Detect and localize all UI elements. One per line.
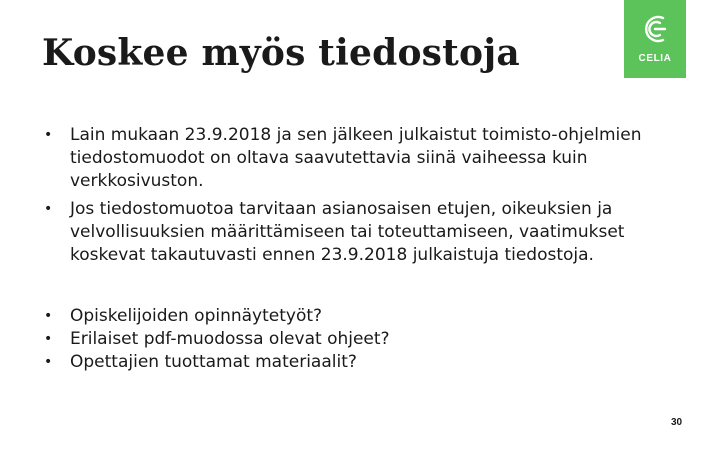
bullet-text: Opettajien tuottamat materiaalit? — [70, 352, 357, 372]
bullet-dot-icon: • — [44, 308, 53, 324]
celia-logo-icon — [641, 14, 669, 44]
bullet-text: Jos tiedostomuotoa tarvitaan asianosaisen etujen, oikeuksien ja velvollisuuksien määrittämiseen tai toteuttamiseen, vaatimukset koskevat takautuvasti ennen 23.9.2018 julkaistuja tiedostoja. — [70, 199, 625, 265]
bullet-list-questions — [44, 305, 664, 374]
bullet-item — [44, 328, 664, 351]
logo-text: CELIA — [638, 53, 672, 64]
celia-logo — [624, 0, 686, 78]
bullet-list-primary — [44, 124, 664, 272]
bullet-text: Lain mukaan 23.9.2018 ja sen jälkeen julkaistut toimisto-ohjelmien tiedostomuodot on oltava saavutettavia siinä vaiheessa kuin verkkosivuston. — [70, 125, 642, 191]
bullet-item — [44, 198, 664, 267]
bullet-dot-icon: • — [44, 201, 53, 217]
slide-title: Koskee myös tiedostoja — [42, 32, 520, 74]
bullet-item — [44, 351, 664, 374]
page-number: 30 — [671, 417, 683, 428]
bullet-item — [44, 124, 664, 193]
bullet-text: Opiskelijoiden opinnäytetyöt? — [70, 306, 323, 326]
bullet-item — [44, 305, 664, 328]
bullet-dot-icon: • — [44, 331, 53, 347]
bullet-dot-icon: • — [44, 127, 53, 143]
bullet-text: Erilaiset pdf-muodossa olevat ohjeet? — [70, 329, 390, 349]
bullet-dot-icon: • — [44, 354, 53, 370]
